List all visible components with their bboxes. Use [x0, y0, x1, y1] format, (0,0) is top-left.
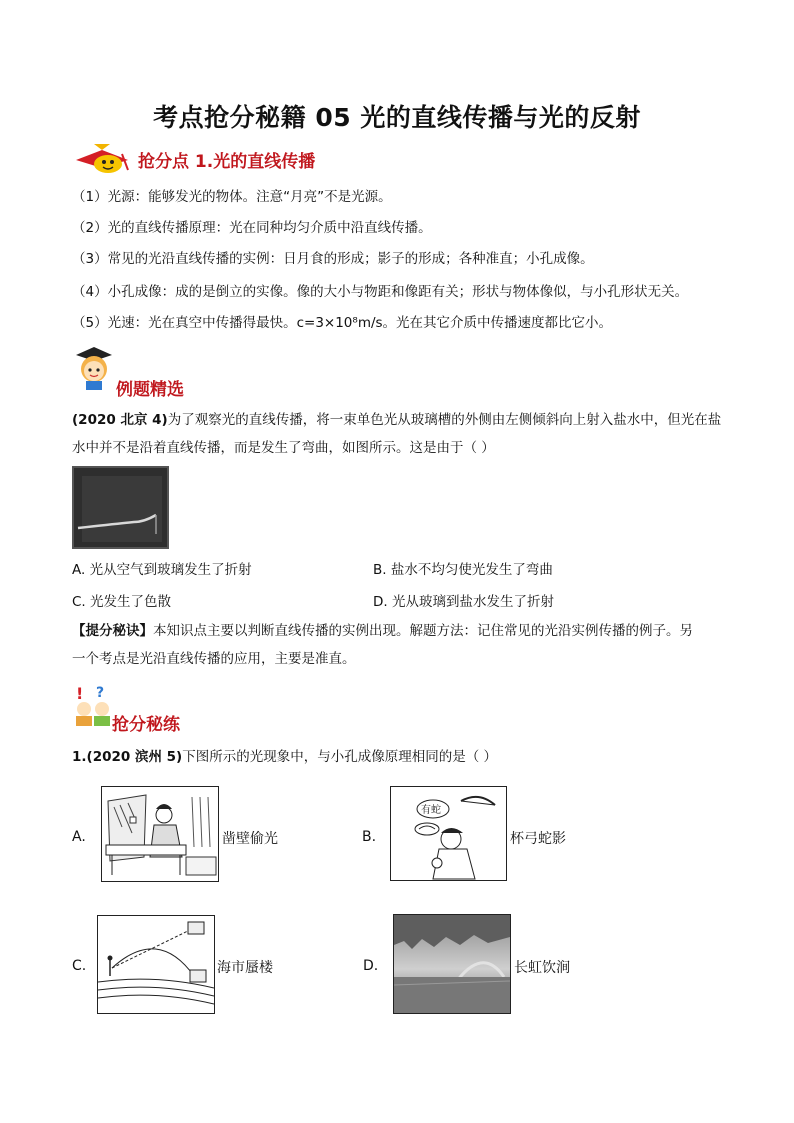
point-3: （3）常见的光沿直线传播的实例：日月食的形成；影子的形成；各种准直；小孔成像。: [72, 251, 594, 267]
practice-q1: [72, 747, 497, 767]
choice-b-image[interactable]: [390, 786, 507, 881]
choice-d-letter[interactable]: D.: [363, 958, 379, 974]
tip-line-2: 一个考点是光沿直线传播的应用，主要是准直。: [72, 651, 356, 667]
kids-icon: [70, 683, 118, 727]
choice-c-caption: 海市蜃楼: [217, 960, 273, 976]
choice-b-caption: 杯弓蛇影: [510, 831, 566, 847]
option-d[interactable]: D. 光从玻璃到盐水发生了折射: [373, 594, 554, 610]
tip-line-1: 本知识点主要以判断直线传播的实例出现。解题方法：记住常见的光沿实例传播的例子。另: [153, 623, 693, 639]
q1-text: 下图所示的光现象中，与小孔成像原理相同的是（ ）: [182, 749, 498, 765]
choice-a-caption: 凿壁偷光: [222, 831, 278, 847]
saltwater-photo: [72, 466, 169, 549]
choice-d-caption: 长虹饮涧: [514, 960, 570, 976]
svg-text:!: !: [76, 684, 84, 703]
option-c[interactable]: C. 光发生了色散: [72, 594, 172, 610]
question-line-1: 为了观察光的直线传播，将一束单色光从玻璃槽的外侧由左侧倾斜向上射入盐水中，但光在盐: [167, 412, 722, 428]
choice-c-image[interactable]: [97, 915, 215, 1014]
option-a[interactable]: A. 光从空气到玻璃发生了折射: [72, 562, 252, 578]
student-icon: [70, 343, 118, 391]
point-4: （4）小孔成像：成的是倒立的实像。像的大小与物距和像距有关；形状与物体像似，与小孔形状无关。: [72, 284, 689, 300]
question-line-2: 水中并不是沿着直线传播，而是发生了弯曲，如图所示。这是由于（ ）: [72, 440, 495, 456]
choice-d-image[interactable]: [393, 914, 511, 1014]
practice-heading: 抢分秘练: [112, 715, 180, 735]
choice-a-letter[interactable]: A.: [72, 829, 86, 845]
q1-source: 1.(2020 滨州 5): [72, 749, 183, 765]
option-b[interactable]: B. 盐水不均匀使光发生了弯曲: [373, 562, 553, 578]
section-heading: 抢分点 1.光的直线传播: [138, 152, 316, 172]
choice-c-letter[interactable]: C.: [72, 958, 87, 974]
svg-text:?: ?: [96, 685, 105, 701]
choice-a-image[interactable]: [101, 786, 219, 882]
example-heading: 例题精选: [116, 380, 184, 400]
point-1: （1）光源：能够发光的物体。注意“月亮”不是光源。: [72, 189, 392, 205]
choice-b-letter[interactable]: B.: [362, 829, 377, 845]
point-2: （2）光的直线传播原理：光在同种均匀介质中沿直线传播。: [72, 220, 432, 236]
speech-bubble-text: 有蛇: [421, 805, 441, 816]
tip-label: 【提分秘诀】: [72, 623, 153, 639]
tip-block: [72, 617, 732, 673]
point-5: （5）光速：光在真空中传播得最快。c=3×10⁸m/s。光在其它介质中传播速度都比它小。: [72, 315, 613, 331]
grad-cap-icon: [72, 140, 132, 176]
example-source: (2020 北京 4): [72, 412, 168, 428]
example-question: [72, 406, 732, 462]
page-title: 考点抢分秘籍 05 光的直线传播与光的反射: [153, 103, 641, 132]
